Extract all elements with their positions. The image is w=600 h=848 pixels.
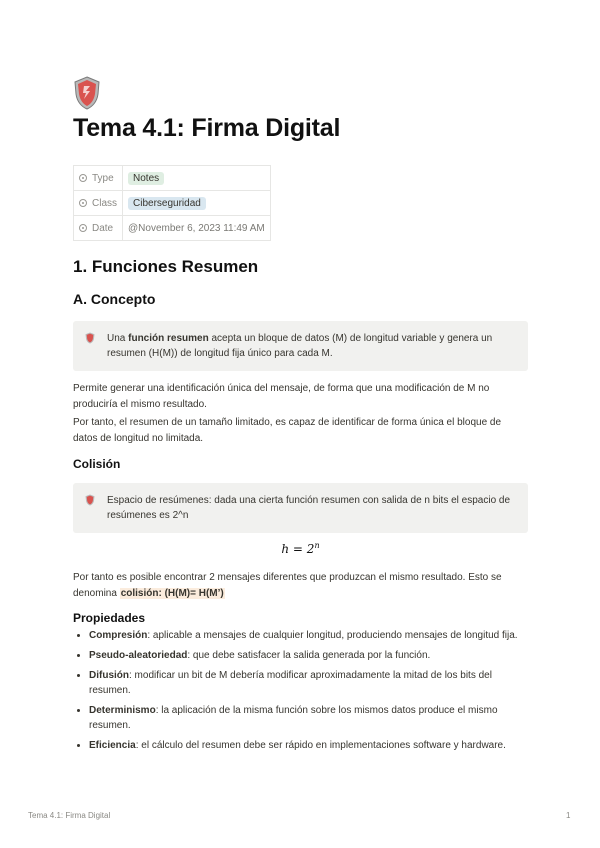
list-item-term: Compresión	[89, 630, 148, 641]
properties-table	[73, 165, 271, 241]
property-row-type	[74, 166, 271, 191]
clock-icon	[79, 224, 87, 232]
date-value[interactable]: @November 6, 2023 11:49 AM	[128, 222, 265, 234]
paragraph-identificacion: Permite generar una identificación única del mensaje, de forma que una modificación de M no produciría el mismo resultado.	[73, 383, 490, 410]
list-item	[89, 648, 528, 663]
list-item-text: : que debe satisfacer la salida generada por la función.	[187, 650, 431, 661]
shield-icon	[73, 76, 101, 110]
heading-concepto: A. Concepto	[73, 291, 156, 307]
heading-propiedades: Propiedades	[73, 611, 146, 625]
property-key: Date	[92, 222, 114, 234]
properties-list	[73, 628, 528, 758]
page-title: Tema 4.1: Firma Digital	[73, 114, 341, 142]
list-item-text: : modificar un bit de M debería modificar aproximadamente la mitad de los bits del resumen.	[89, 670, 492, 696]
list-item-text: : aplicable a mensajes de cualquier longitud, produciendo mensajes de longitud fija.	[147, 630, 518, 641]
list-item-term: Eficiencia	[89, 740, 136, 751]
list-item-text: : el cálculo del resumen debe ser rápido en implementaciones software y hardware.	[135, 740, 506, 751]
class-tag[interactable]: Ciberseguridad	[128, 197, 206, 210]
property-key: Type	[92, 172, 114, 184]
callout-text: Espacio de resúmenes: dada una cierta función resumen con salida de n bits el espacio de resúmenes es 2^n	[107, 495, 511, 521]
list-item-term: Difusión	[89, 670, 129, 681]
class-property-icon	[79, 199, 87, 207]
heading-funciones-resumen: 1. Funciones Resumen	[73, 257, 259, 276]
paragraph-colision	[73, 570, 528, 602]
heading-colision: Colisión	[73, 457, 121, 471]
shield-icon	[85, 494, 95, 506]
callout-espacio-resumenes	[73, 483, 528, 533]
list-item	[89, 738, 528, 753]
callout-text: Una	[107, 333, 129, 344]
shield-icon	[85, 332, 95, 344]
footer-title: Tema 4.1: Firma Digital	[28, 811, 111, 820]
type-property-icon	[79, 174, 87, 182]
paragraph-text: Por tanto es posible encontrar 2 mensajes diferentes que produzcan el mismo resultado. Esto se denomina	[73, 572, 502, 599]
highlighted-term: colisión: (H(M)= H(M’)	[120, 588, 224, 599]
math-equation	[73, 541, 528, 556]
property-key: Class	[92, 197, 118, 209]
list-item	[89, 628, 528, 643]
footer-page-number: 1	[566, 811, 571, 820]
paragraph-tamano: Por tanto, el resumen de un tamaño limitado, es capaz de identificar de forma única el bloque de datos de longitud no limitada.	[73, 417, 502, 444]
equation-base: h = 2	[281, 542, 315, 556]
type-tag[interactable]: Notes	[128, 172, 164, 185]
callout-definition	[73, 321, 528, 371]
list-item-text: : la aplicación de la misma función sobre los mismos datos produce el mismo resumen.	[89, 705, 498, 731]
property-row-date	[74, 216, 271, 241]
property-row-class	[74, 191, 271, 216]
list-item	[89, 668, 528, 698]
list-item-term: Determinismo	[89, 705, 156, 716]
callout-text: acepta un bloque de datos (M) de longitud variable y genera un resumen (H(M)) de longitud fija único para cada M.	[107, 333, 493, 359]
callout-bold-term: función resumen	[128, 333, 209, 344]
list-item-term: Pseudo-aleatoriedad	[89, 650, 188, 661]
equation-exponent: n	[314, 541, 320, 550]
list-item	[89, 703, 528, 733]
